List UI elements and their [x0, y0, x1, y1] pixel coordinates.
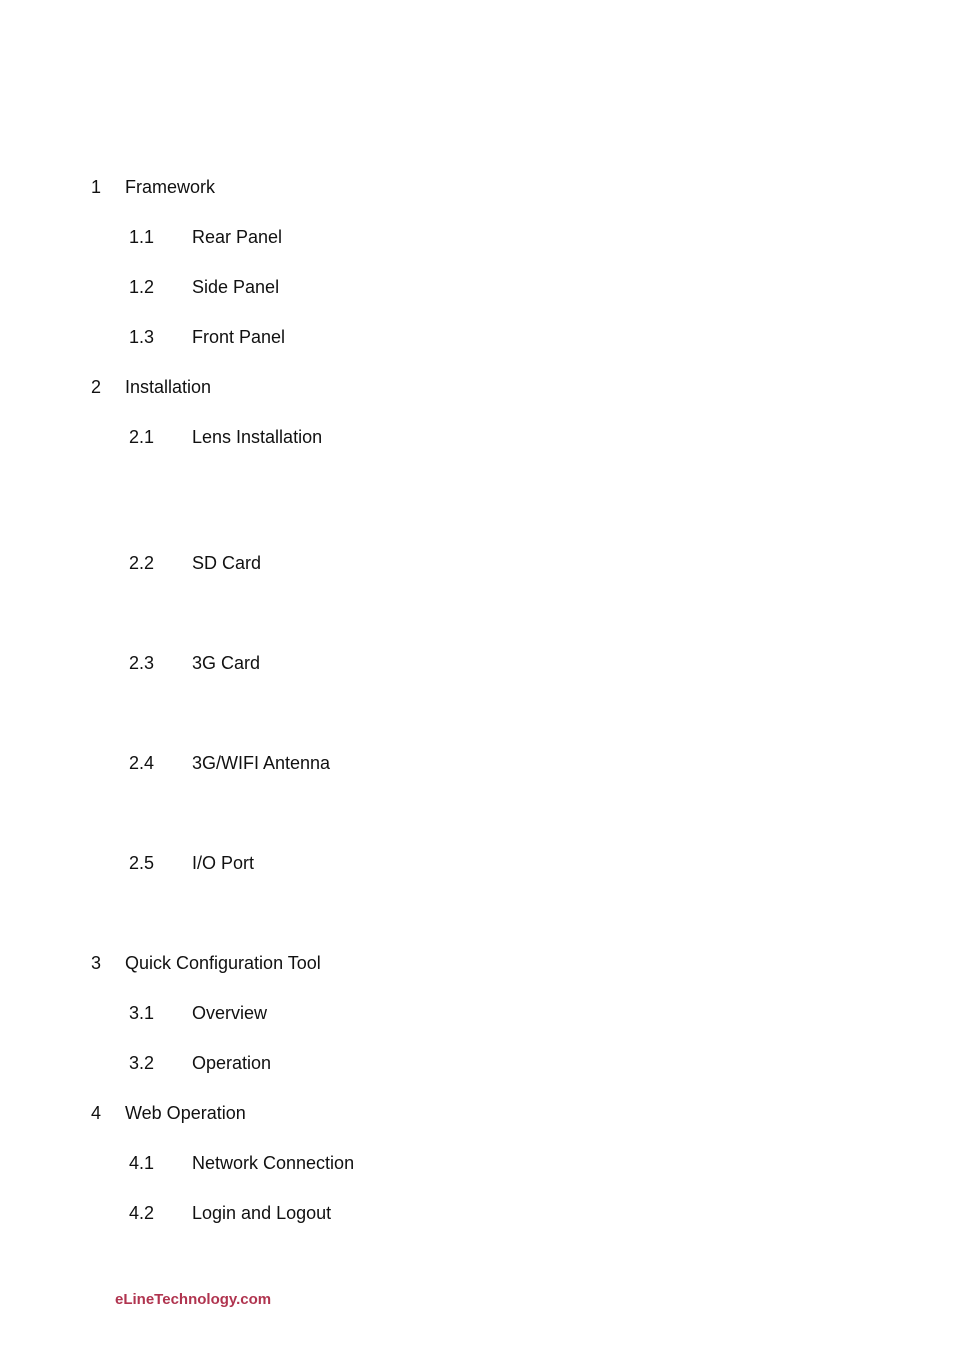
toc-title: Network Connection [192, 1153, 355, 1173]
toc-title: Overview [192, 1003, 268, 1023]
toc-title: Operation [192, 1053, 272, 1073]
toc-number: 2.1 [129, 427, 155, 447]
toc-title: Front Panel [192, 327, 286, 347]
toc-number: 1.2 [129, 277, 155, 297]
toc-title: Quick Configuration Tool [125, 953, 321, 973]
toc-number: 1.1 [129, 227, 155, 247]
toc-number: 2.2 [129, 553, 155, 573]
toc-number: 2.4 [129, 753, 155, 773]
toc-number: 1 [91, 177, 102, 197]
toc-title: Login and Logout [192, 1203, 332, 1223]
toc-number: 2 [91, 377, 102, 397]
toc-title: Lens Installation [192, 427, 323, 447]
footer-brand: eLineTechnology.com [115, 1291, 272, 1308]
toc-number: 1.3 [129, 327, 155, 347]
toc-title: Web Operation [125, 1103, 246, 1123]
toc-title: SD Card [192, 553, 262, 573]
toc-number: 3.1 [129, 1003, 155, 1023]
toc-title: Rear Panel [192, 227, 283, 247]
toc-number: 4.2 [129, 1203, 155, 1223]
toc-title: Side Panel [192, 277, 280, 297]
toc-number: 4 [91, 1103, 102, 1123]
toc-title: 3G Card [192, 653, 261, 673]
toc-number: 3 [91, 953, 102, 973]
toc-title: Framework [125, 177, 216, 197]
toc-number: 2.3 [129, 653, 155, 673]
toc-number: 3.2 [129, 1053, 155, 1073]
toc-title: Installation [125, 377, 212, 397]
toc-title: I/O Port [192, 853, 255, 873]
toc-number: 2.5 [129, 853, 155, 873]
toc-number: 4.1 [129, 1153, 155, 1173]
toc-title: 3G/WIFI Antenna [192, 753, 331, 773]
